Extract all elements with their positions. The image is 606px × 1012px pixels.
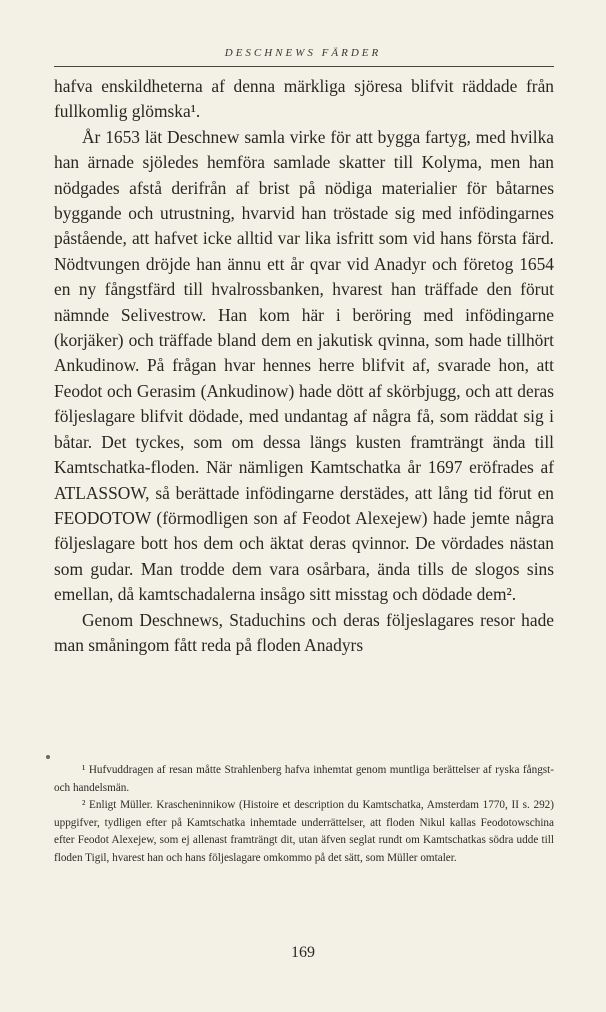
paragraph: Genom Deschnews, Staduchins och deras följeslagares resor hade man småningom fått reda på floden Anadyrs: [54, 609, 554, 655]
paragraph-continuation: hafva enskildheterna af denna märkliga sjöresa blifvit räddade från fullkomlig glömska¹.: [54, 76, 554, 122]
paragraph: År 1653 lät Deschnew samla virke för att bygga fartyg, med hvilka han ärnade sjöledes hemföra samlade skatter till Kolyma, men han nödgades afstå derifrån af brist på nödiga materialier för båtarnes byggande och utrustning, hvarvid han tröstade sig med infödingarnes påstående, att hafvet icke alltid var lika isfritt som vid hans första färd. Nödtvungen dröjde han ännu ett år qvar vid Anadyr och företog 1654 en ny fångstfärd till hvalrossbanken, hvarest han träffade den förut nämnde Selivestrow. Han kom här i beröring med infödingarne (korjäker) och träffade bland dem en jakutisk qvinna, som hade tillhört Ankudinow. På frågan hvar hennes herre blifvit af, svarade hon, att Feodot och Gerasim (Ankudinow) hade dött af skörbjugg, och att deras följeslagare blifvit dödade, med undantag af några få, som räddat sig i båtar. Det tyckes, som om dessa längs kusten framträngt ända till Kamtschatka-floden. När nämligen Kamtschatka år 1697 eröfrades af ATLASSOW, så berättade infödingarne derstädes, att lång tid förut en FEODOTOW (förmodligen son af Feodot Alexejew) hade jemte några följeslagare bott hos dem och äktat deras qvinnor. De vördades nästan som gudar. Man trodde dem vara osårbara, ända tills de slogos sins emellan, då kamtschadalerna insågo sitt misstag och dödade dem².: [54, 126, 554, 605]
footnote-2: ² Enligt Müller. Krascheninnikow (Histoire et description du Kamtschatka, Amsterdam 1770, II s. 292) uppgifver, tydligen efter på Kamtschatka inhemtade underrättelser, att floden Nikul kallas Feodotowschina efter Feodot Alexejew, som ej allenast framträngt dit, utan äfven seglat rundt om Kamtschatkas södra udde till floden Tigil, hvarest han och hans följeslagare omkommo på det sätt, som Müller omtaler.: [54, 799, 554, 864]
footnote-1: ¹ Hufvuddragen af resan måtte Strahlenberg hafva inhemtat genom muntliga berättelser af ryska fångst- och handelsmän.: [54, 764, 554, 794]
header-rule: [54, 66, 554, 67]
page-number: 169: [291, 944, 315, 961]
running-head: DESCHNEWS FÄRDER: [224, 47, 382, 59]
main-text: [54, 74, 554, 658]
footnotes: [54, 762, 554, 867]
print-speck: [46, 755, 50, 759]
